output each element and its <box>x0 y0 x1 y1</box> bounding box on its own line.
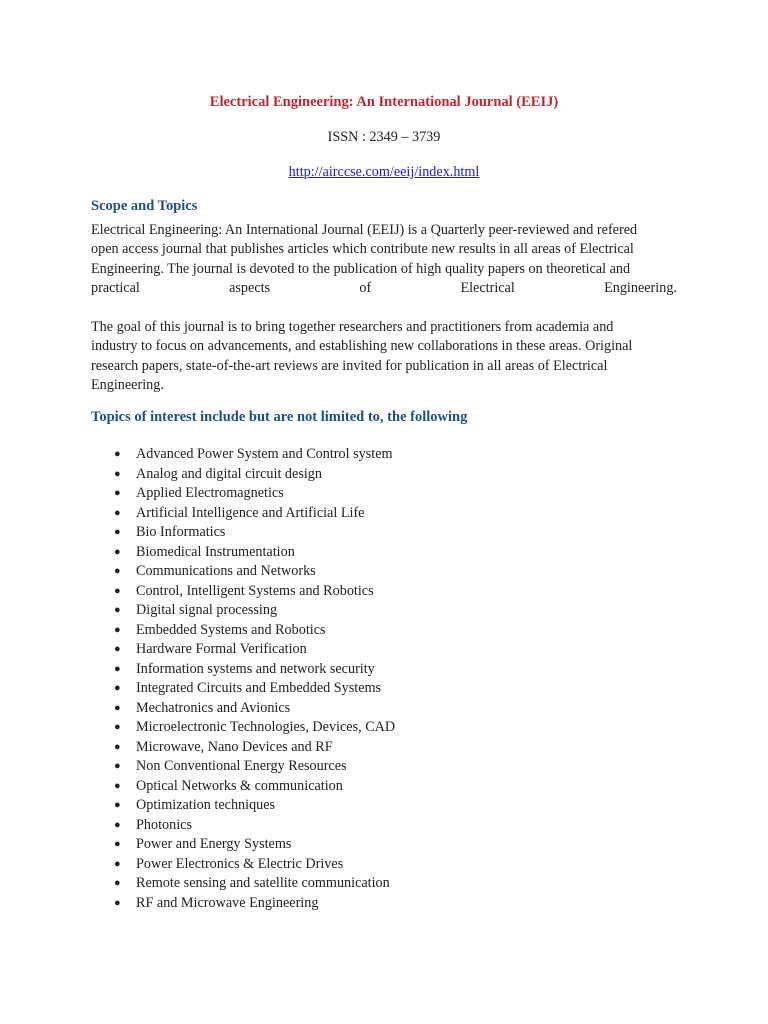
topic-label: Artificial Intelligence and Artificial Life <box>136 504 365 521</box>
topic-label: Hardware Formal Verification <box>136 641 307 657</box>
paragraph-line: Engineering. <box>91 377 164 394</box>
topic-list-item <box>0 874 768 894</box>
topic-list-item <box>0 465 768 485</box>
bullet-icon: ● <box>114 701 121 714</box>
topic-label: Control, Intelligent Systems and Robotics <box>136 582 374 599</box>
topic-label: Embedded Systems and Robotics <box>136 621 326 638</box>
topic-label: Bio Informatics <box>136 524 226 540</box>
topic-list-item <box>0 484 768 504</box>
topic-label: Power and Energy Systems <box>136 836 292 852</box>
topic-label: Applied Electromagnetics <box>136 485 284 501</box>
bullet-icon: ● <box>114 838 121 850</box>
paragraph-line: The goal of this journal is to bring together researchers and practitioners from academia and <box>91 319 614 335</box>
topic-label: Microelectronic Technologies, Devices, CAD <box>136 719 396 735</box>
topic-label: Analog and digital circuit design <box>136 465 322 482</box>
topic-label: Non Conventional Energy Resources <box>136 758 347 774</box>
topic-label: Power Electronics & Electric Drives <box>136 855 344 872</box>
bullet-icon: ● <box>114 896 121 909</box>
bullet-icon: ● <box>114 448 121 460</box>
bullet-icon: ● <box>114 740 121 753</box>
topic-label: Information systems and network security <box>136 660 375 677</box>
topic-list-item <box>0 660 768 680</box>
topic-list-item <box>0 504 768 524</box>
topic-list-item <box>0 621 768 641</box>
journal-title: Electrical Engineering: An International Journal (EEIJ) <box>209 94 559 110</box>
scope-paragraph-2 <box>91 318 677 396</box>
bullet-icon: ● <box>114 779 121 792</box>
topic-list-item <box>0 445 768 465</box>
topic-label: Advanced Power System and Control system <box>136 446 393 462</box>
journal-url-line <box>0 164 768 181</box>
paragraph-word: Electrical <box>460 280 515 297</box>
topic-list-item <box>0 679 768 699</box>
bullet-icon: ● <box>114 487 121 499</box>
bullet-icon: ● <box>114 467 121 480</box>
topic-label: Optimization techniques <box>136 797 276 813</box>
topic-label: Integrated Circuits and Embedded Systems <box>136 680 382 696</box>
bullet-icon: ● <box>114 682 121 694</box>
paragraph-line: research papers, state-of-the-art reviews are invited for publication in all areas of Electrical <box>91 357 608 374</box>
topic-list-item <box>0 835 768 855</box>
bullet-icon: ● <box>114 565 121 577</box>
topic-label: Digital signal processing <box>136 602 278 618</box>
bullet-icon: ● <box>114 760 121 772</box>
paragraph-word: Engineering. <box>604 280 677 297</box>
topic-label: Mechatronics and Avionics <box>136 699 291 716</box>
paragraph-line: Engineering. The journal is devoted to the publication of high quality papers on theoretical and <box>91 260 631 277</box>
scope-heading: Scope and Topics <box>91 198 198 214</box>
topics-heading: Topics of interest include but are not limited to, the following <box>91 409 468 425</box>
topic-label: Optical Networks & communication <box>136 777 343 794</box>
paragraph-line: Electrical Engineering: An International Journal (EEIJ) is a Quarterly peer-reviewed and refered <box>91 222 638 238</box>
topic-list-item <box>0 796 768 816</box>
topic-label: Photonics <box>136 816 192 833</box>
journal-url-link[interactable]: http://airccse.com/eeij/index.html <box>288 164 480 180</box>
topic-list-item <box>0 894 768 914</box>
topic-label: Microwave, Nano Devices and RF <box>136 738 333 755</box>
topic-label: Remote sensing and satellite communication <box>136 875 390 891</box>
bullet-icon: ● <box>114 721 121 733</box>
bullet-icon: ● <box>114 877 121 889</box>
issn-line: ISSN : 2349 – 3739 <box>327 129 441 145</box>
topic-list-item <box>0 582 768 602</box>
topic-list-item <box>0 640 768 660</box>
bullet-icon: ● <box>114 526 121 538</box>
paragraph-justified-line <box>91 279 677 298</box>
bullet-icon: ● <box>114 584 121 597</box>
topic-list-item <box>0 816 768 836</box>
topic-list-item <box>0 718 768 738</box>
bullet-icon: ● <box>114 818 121 831</box>
topic-list-item <box>0 855 768 875</box>
topic-label: RF and Microwave Engineering <box>136 894 319 911</box>
topic-list-item <box>0 738 768 758</box>
bullet-icon: ● <box>114 857 121 870</box>
topic-list-item <box>0 562 768 582</box>
paragraph-word: of <box>359 280 372 297</box>
topics-list <box>0 445 768 913</box>
bullet-icon: ● <box>114 662 121 675</box>
paragraph-line: industry to focus on advancements, and establishing new collaborations in these areas. Original <box>91 338 633 355</box>
bullet-icon: ● <box>114 643 121 655</box>
bullet-icon: ● <box>114 506 121 519</box>
topic-label: Biomedical Instrumentation <box>136 543 295 560</box>
topic-label: Communications and Networks <box>136 563 316 579</box>
topic-list-item <box>0 601 768 621</box>
topic-list-item <box>0 523 768 543</box>
bullet-icon: ● <box>114 799 121 811</box>
bullet-icon: ● <box>114 604 121 616</box>
topic-list-item <box>0 699 768 719</box>
bullet-icon: ● <box>114 545 121 558</box>
scope-paragraph-1 <box>91 221 677 299</box>
bullet-icon: ● <box>114 623 121 636</box>
topic-list-item <box>0 543 768 563</box>
topic-list-item <box>0 757 768 777</box>
paragraph-line: open access journal that publishes articles which contribute new results in all areas of Electrical <box>91 241 634 258</box>
topic-list-item <box>0 777 768 797</box>
paragraph-word: practical <box>91 280 140 297</box>
paragraph-word: aspects <box>229 280 271 297</box>
